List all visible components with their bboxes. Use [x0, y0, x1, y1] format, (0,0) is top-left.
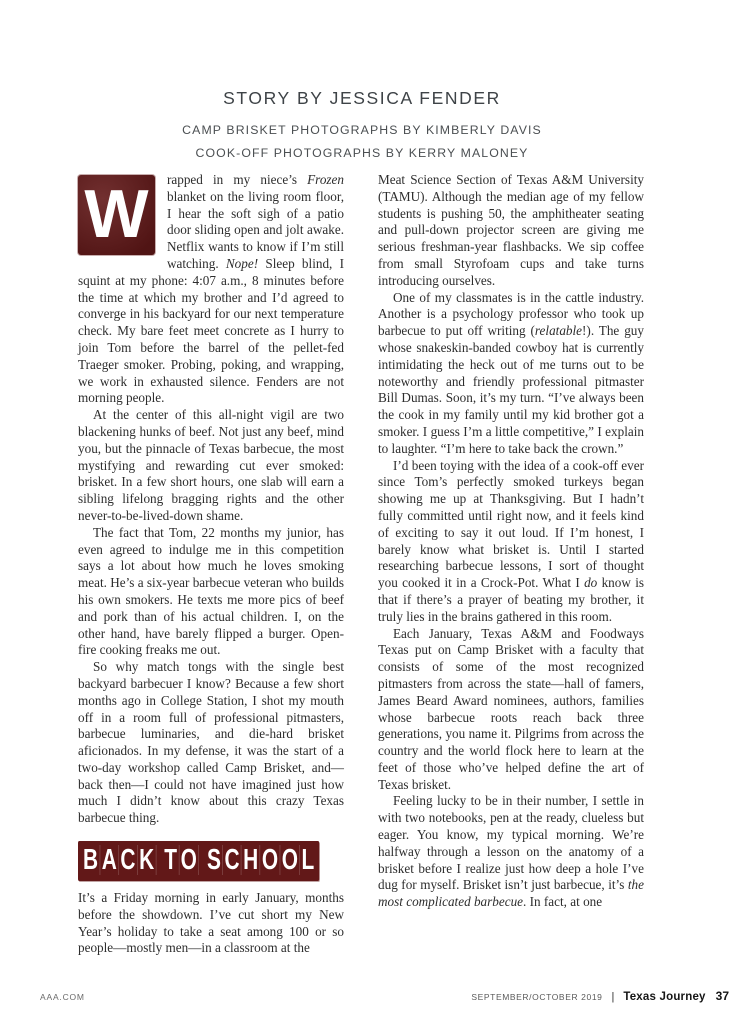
- footer-issue-date: SEPTEMBER/OCTOBER 2019: [471, 992, 603, 1002]
- heading-letter: H: [242, 845, 261, 875]
- heading-letter: O: [280, 845, 300, 875]
- text-run: blanket on the living room floor, I hear the soft sigh of a patio door sliding open and jolt awake. Netflix wants to know if I’m still watching.: [167, 188, 344, 271]
- article-paragraph: [378, 626, 644, 794]
- article-paragraph: [78, 172, 344, 407]
- text-run: So why match tongs with the single best backyard barbecuer I know? Because a few short months ago in College Station, I shot my mouth off in a room full of professional pitmasters, barbecue luminaries, and die-hard brisket aficionados. In my defense, it was the start of a two-day workshop called Camp Brisket, and—back then—I could not have imagined just how much I didn’t know about this crazy Texas barbecue thing.: [78, 659, 344, 826]
- text-run: rapped in my niece’s: [167, 172, 308, 187]
- text-run: Sleep blind, I squint at my phone: 4:07 a.m., 8 minutes before the time at which my brother and I’d agreed to converge in his backyard for our next temperature check. My bare feet meet concrete as I hurry to join Tom before the barrel of the pellet-fed Traeger smoker. Probing, poking, and wrapping, we work in exhausted silence. Fenders are not morning people.: [78, 255, 344, 406]
- article-paragraph: [78, 525, 344, 659]
- heading-letter: O: [179, 845, 199, 875]
- footer-issue-info: [471, 989, 729, 1003]
- italic-text-run: Frozen: [307, 172, 344, 187]
- text-run: know is that if there’s a prayer of beating my brother, it truly lies in the brains gathered in this room.: [378, 575, 644, 624]
- article-paragraph: [378, 172, 644, 290]
- article-paragraph: [378, 793, 644, 911]
- photo-credit-cook-off: COOK-OFF PHOTOGRAPHS BY KERRY MALONEY: [195, 146, 529, 160]
- text-run: !). The guy whose snakeskin-banded cowboy hat is currently intimidating the heck out of me turns out to be noteworthy and friendly professional pitmaster Bill Dumas. Soon, it’s my turn. “I’ve always been the cook in my family until my kid brother got a smoker. I guess I’m a little competitive,” I explain to laughter. “I’m here to take back the crown.”: [378, 323, 644, 456]
- text-run: Each January, Texas A&M and Foodways Texas put on Camp Brisket with a faculty that consists of some of the most recognized pitmasters from across the state—hall of famers, James Beard Award nominees, authors, families whose barbecue roots reach back three generations, you name it. Pilgrims from across the country and the world flock here to learn at the feet of those who’ve helped define the art of Texas brisket.: [378, 625, 644, 792]
- article-paragraph: [78, 407, 344, 525]
- article-paragraph: [78, 890, 344, 957]
- italic-text-run: the most complicated barbecue: [378, 877, 644, 910]
- text-run: The fact that Tom, 22 months my junior, has even agreed to indulge me in this competition says a lot about how much he loves smoking meat. He’s a six-year barbecue veteran who builds his own smokers. He texts me more pics of beef and pork than of his actual children. I, on the other hand, have barely flipped a burger. Open-fire cooking freaks me out.: [78, 524, 344, 658]
- text-run: Meat Science Section of Texas A&M University (TAMU). Although the median age of my fellow students is pushing 50, the amphitheater seating and pull-down projector screen are giving me serious freshman-year flashbacks. We sip coffee from small Styrofoam cups and take turns introducing ourselves.: [378, 172, 644, 288]
- drop-cap: W: [78, 175, 155, 255]
- section-heading: [78, 841, 344, 881]
- italic-text-run: relatable: [534, 323, 583, 339]
- column-right: [378, 172, 644, 957]
- heading-letter: T: [163, 845, 179, 875]
- heading-letter: L: [301, 844, 315, 877]
- heading-letter: O: [260, 845, 280, 875]
- text-run: Feeling lucky to be in their number, I settle in with two notebooks, pen at the ready, clueless but eager. You know, my typical morning. We’re halfway through a lesson on the anatomy of a brisket before I realize just how deep a hole I’ve dug for myself. Brisket isn’t just barbecue, it’s: [378, 793, 644, 893]
- text-run: It’s a Friday morning in early January, months before the showdown. I’ve cut short my New Year’s holiday to take a seat among 100 or so people—mostly men—in a classroom at the: [78, 890, 344, 956]
- footer-site-url: AAA.COM: [40, 992, 85, 1002]
- section-heading-blocks: [78, 841, 319, 881]
- text-run: I’d been toying with the idea of a cook-off ever since Tom’s perfectly smoked turkeys began showing me up at Thanksgiving. But I hadn’t fully committed until right now, and it feels kind of exciting to say it out loud. If I’m honest, I barely know what brisket is. Until I started researching barbecue lessons, I sort of thought you cooked it in a Crock-Pot. What I: [378, 457, 644, 591]
- heading-letter: A: [100, 845, 119, 875]
- footer-divider: |: [611, 991, 615, 1003]
- photo-credit-camp-brisket: CAMP BRISKET PHOTOGRAPHS BY KIMBERLY DAVIS: [182, 123, 542, 137]
- text-run: One of my classmates is in the cattle industry. Another is a psychology professor who took up barbecue to put off writing (: [378, 289, 644, 339]
- heading-letter: C: [119, 845, 138, 875]
- story-byline: STORY BY JESSICA FENDER: [223, 88, 501, 108]
- page-footer: [40, 989, 729, 1003]
- article-paragraph: [378, 290, 644, 458]
- article-paragraph: [78, 659, 344, 827]
- italic-text-run: do: [584, 575, 598, 591]
- heading-letter: B: [82, 845, 101, 875]
- footer-page-number: 37: [715, 989, 729, 1003]
- article-body: [78, 172, 644, 957]
- text-run: . In fact, at one: [523, 894, 603, 910]
- article-header: [62, 88, 662, 160]
- italic-text-run: Nope!: [225, 255, 259, 271]
- article-paragraph: [378, 458, 644, 626]
- heading-letter: K: [138, 845, 157, 875]
- heading-letter: C: [223, 845, 242, 875]
- heading-letter: S: [206, 845, 224, 875]
- footer-magazine-name: Texas Journey: [623, 991, 706, 1003]
- column-left: [78, 172, 344, 957]
- text-run: At the center of this all-night vigil are two blackening hunks of beef. Not just any beef, mind you, but the pinnacle of Texas barbecue, the most mystifying and rewarding cut ever smoked: brisket. In a few short hours, one slab will earn a sibling lifelong bragging rights and the other never-to-be-lived-down shame.: [78, 407, 344, 523]
